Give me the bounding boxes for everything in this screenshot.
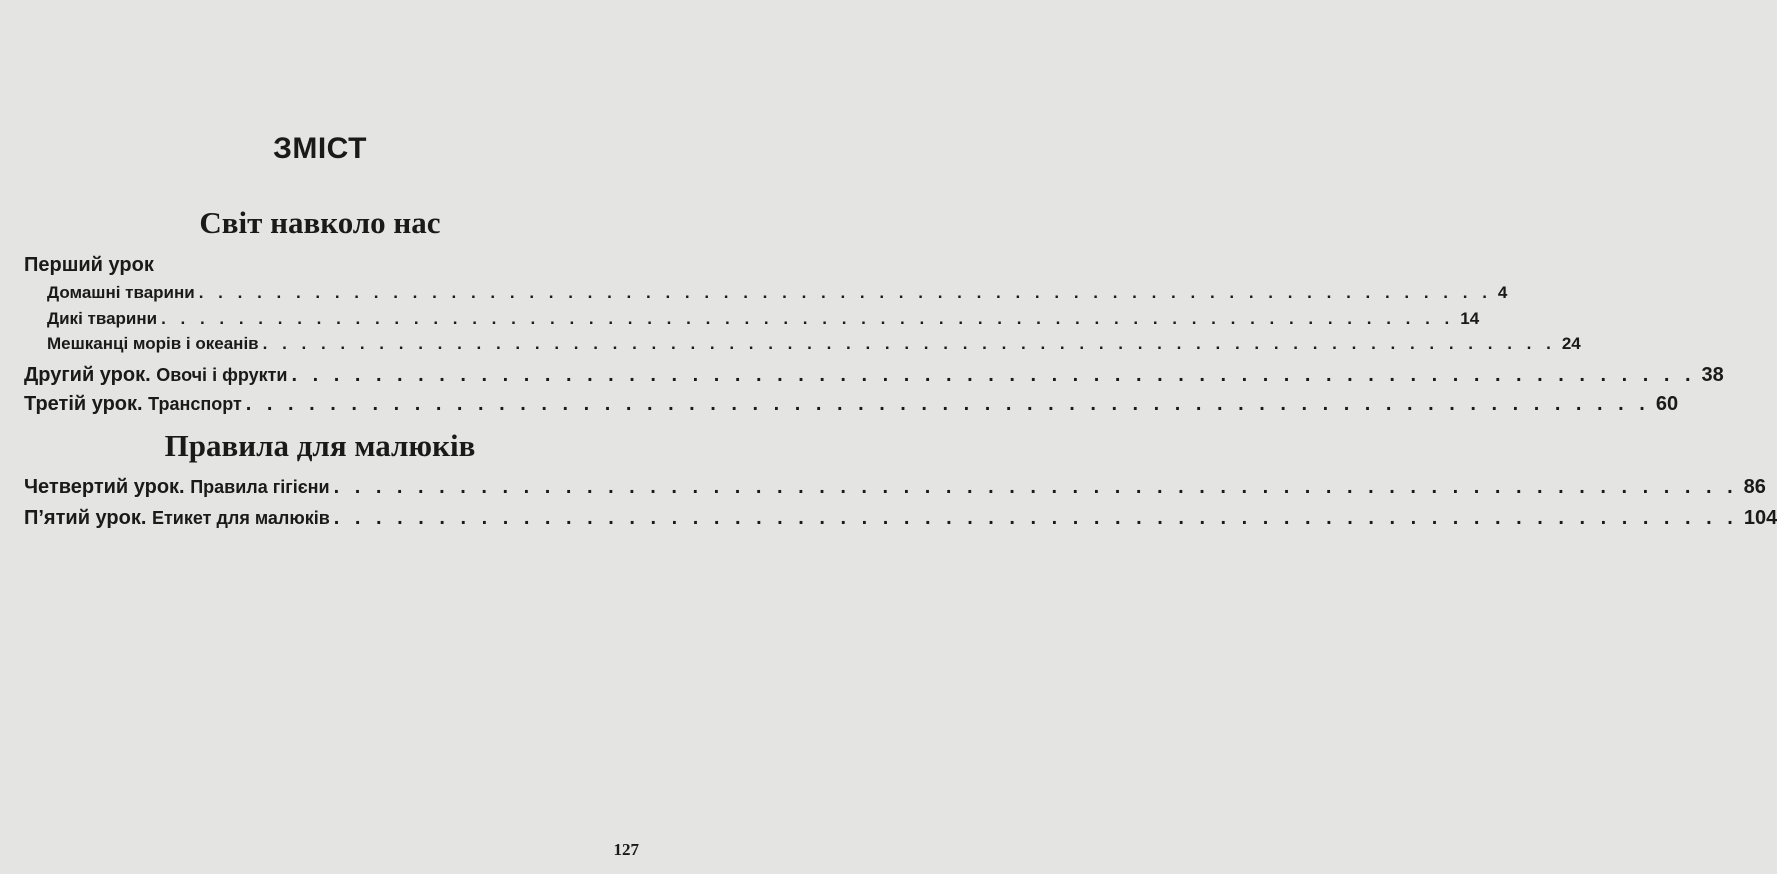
toc-entry-lesson-4[interactable] <box>24 476 1766 499</box>
toc-leader-dots: . . . . . . . . . . . . . . . . . . . . . . . . . . . . . . . . . . . . . . . . . . . . . . . . . . . . . . . . . . . . . . . . . . . <box>161 309 1455 328</box>
toc-entry-lesson-3[interactable] <box>24 393 1679 416</box>
toc-entry-lesson-label: Другий урок. <box>24 364 151 386</box>
toc-entry-wild-animals[interactable] <box>47 309 1480 329</box>
toc-leader-dots: . . . . . . . . . . . . . . . . . . . . . . . . . . . . . . . . . . . . . . . . . . . . . . . . . . . . . . . . . . . . . . . . . . . <box>333 476 1738 498</box>
toc-leader-dots: . . . . . . . . . . . . . . . . . . . . . . . . . . . . . . . . . . . . . . . . . . . . . . . . . . . . . . . . . . . . . . . . . . . <box>245 393 1650 415</box>
toc-entry-page: 14 <box>1460 309 1480 328</box>
toc-entry-topic: Транспорт <box>148 394 242 414</box>
toc-entry-lesson-2[interactable] <box>24 364 1724 387</box>
toc-entry-lesson-label: Перший урок <box>24 254 154 276</box>
toc-leader-dots: . . . . . . . . . . . . . . . . . . . . . . . . . . . . . . . . . . . . . . . . . . . . . . . . . . . . . . . . . . . . . . . . . . . <box>198 283 1492 302</box>
toc-leader-dots: . . . . . . . . . . . . . . . . . . . . . . . . . . . . . . . . . . . . . . . . . . . . . . . . . . . . . . . . . . . . . . . . . . . <box>333 507 1738 529</box>
toc-entry-topic: Домашні тварини <box>47 283 195 302</box>
toc-entry-topic: Овочі і фрукти <box>156 365 288 385</box>
page-title: ЗМІСТ <box>273 132 367 165</box>
toc-entry-page: 60 <box>1655 393 1679 415</box>
toc-entry-topic: Етикет для малюків <box>151 508 330 528</box>
section-heading-rules-for-kids: Правила для малюків <box>164 428 476 463</box>
toc-entry-page: 86 <box>1743 476 1766 498</box>
toc-entry-page: 24 <box>1561 334 1581 353</box>
toc-entry-domestic-animals[interactable] <box>47 283 1508 303</box>
toc-entry-topic: Дикі тварини <box>47 309 158 328</box>
toc-entry-sea-creatures[interactable] <box>47 334 1581 354</box>
toc-entry-lesson-label: Третій урок. <box>24 393 143 415</box>
toc-entry-lesson-label: Четвертий урок. <box>24 476 185 498</box>
toc-entry-topic: Мешканці морів і океанів <box>47 334 259 353</box>
toc-entry-lesson-label: П’ятий урок. <box>24 507 147 529</box>
toc-entry-page: 38 <box>1701 364 1724 386</box>
toc-entry-page: 4 <box>1497 283 1508 302</box>
toc-entry-lesson-1[interactable] <box>24 254 610 277</box>
toc-entry-lesson-5[interactable] <box>24 507 1777 530</box>
section-heading-world-around-us: Світ навколо нас <box>199 205 441 240</box>
toc-entry-topic: Правила гігієни <box>190 477 330 497</box>
toc-leader-dots: . . . . . . . . . . . . . . . . . . . . . . . . . . . . . . . . . . . . . . . . . . . . . . . . . . . . . . . . . . . . . . . . . . . <box>291 364 1696 386</box>
toc-entry-page: 104 <box>1743 507 1777 529</box>
page-number: 127 <box>613 840 639 859</box>
toc-leader-dots: . . . . . . . . . . . . . . . . . . . . . . . . . . . . . . . . . . . . . . . . . . . . . . . . . . . . . . . . . . . . . . . . . . . <box>262 334 1556 353</box>
